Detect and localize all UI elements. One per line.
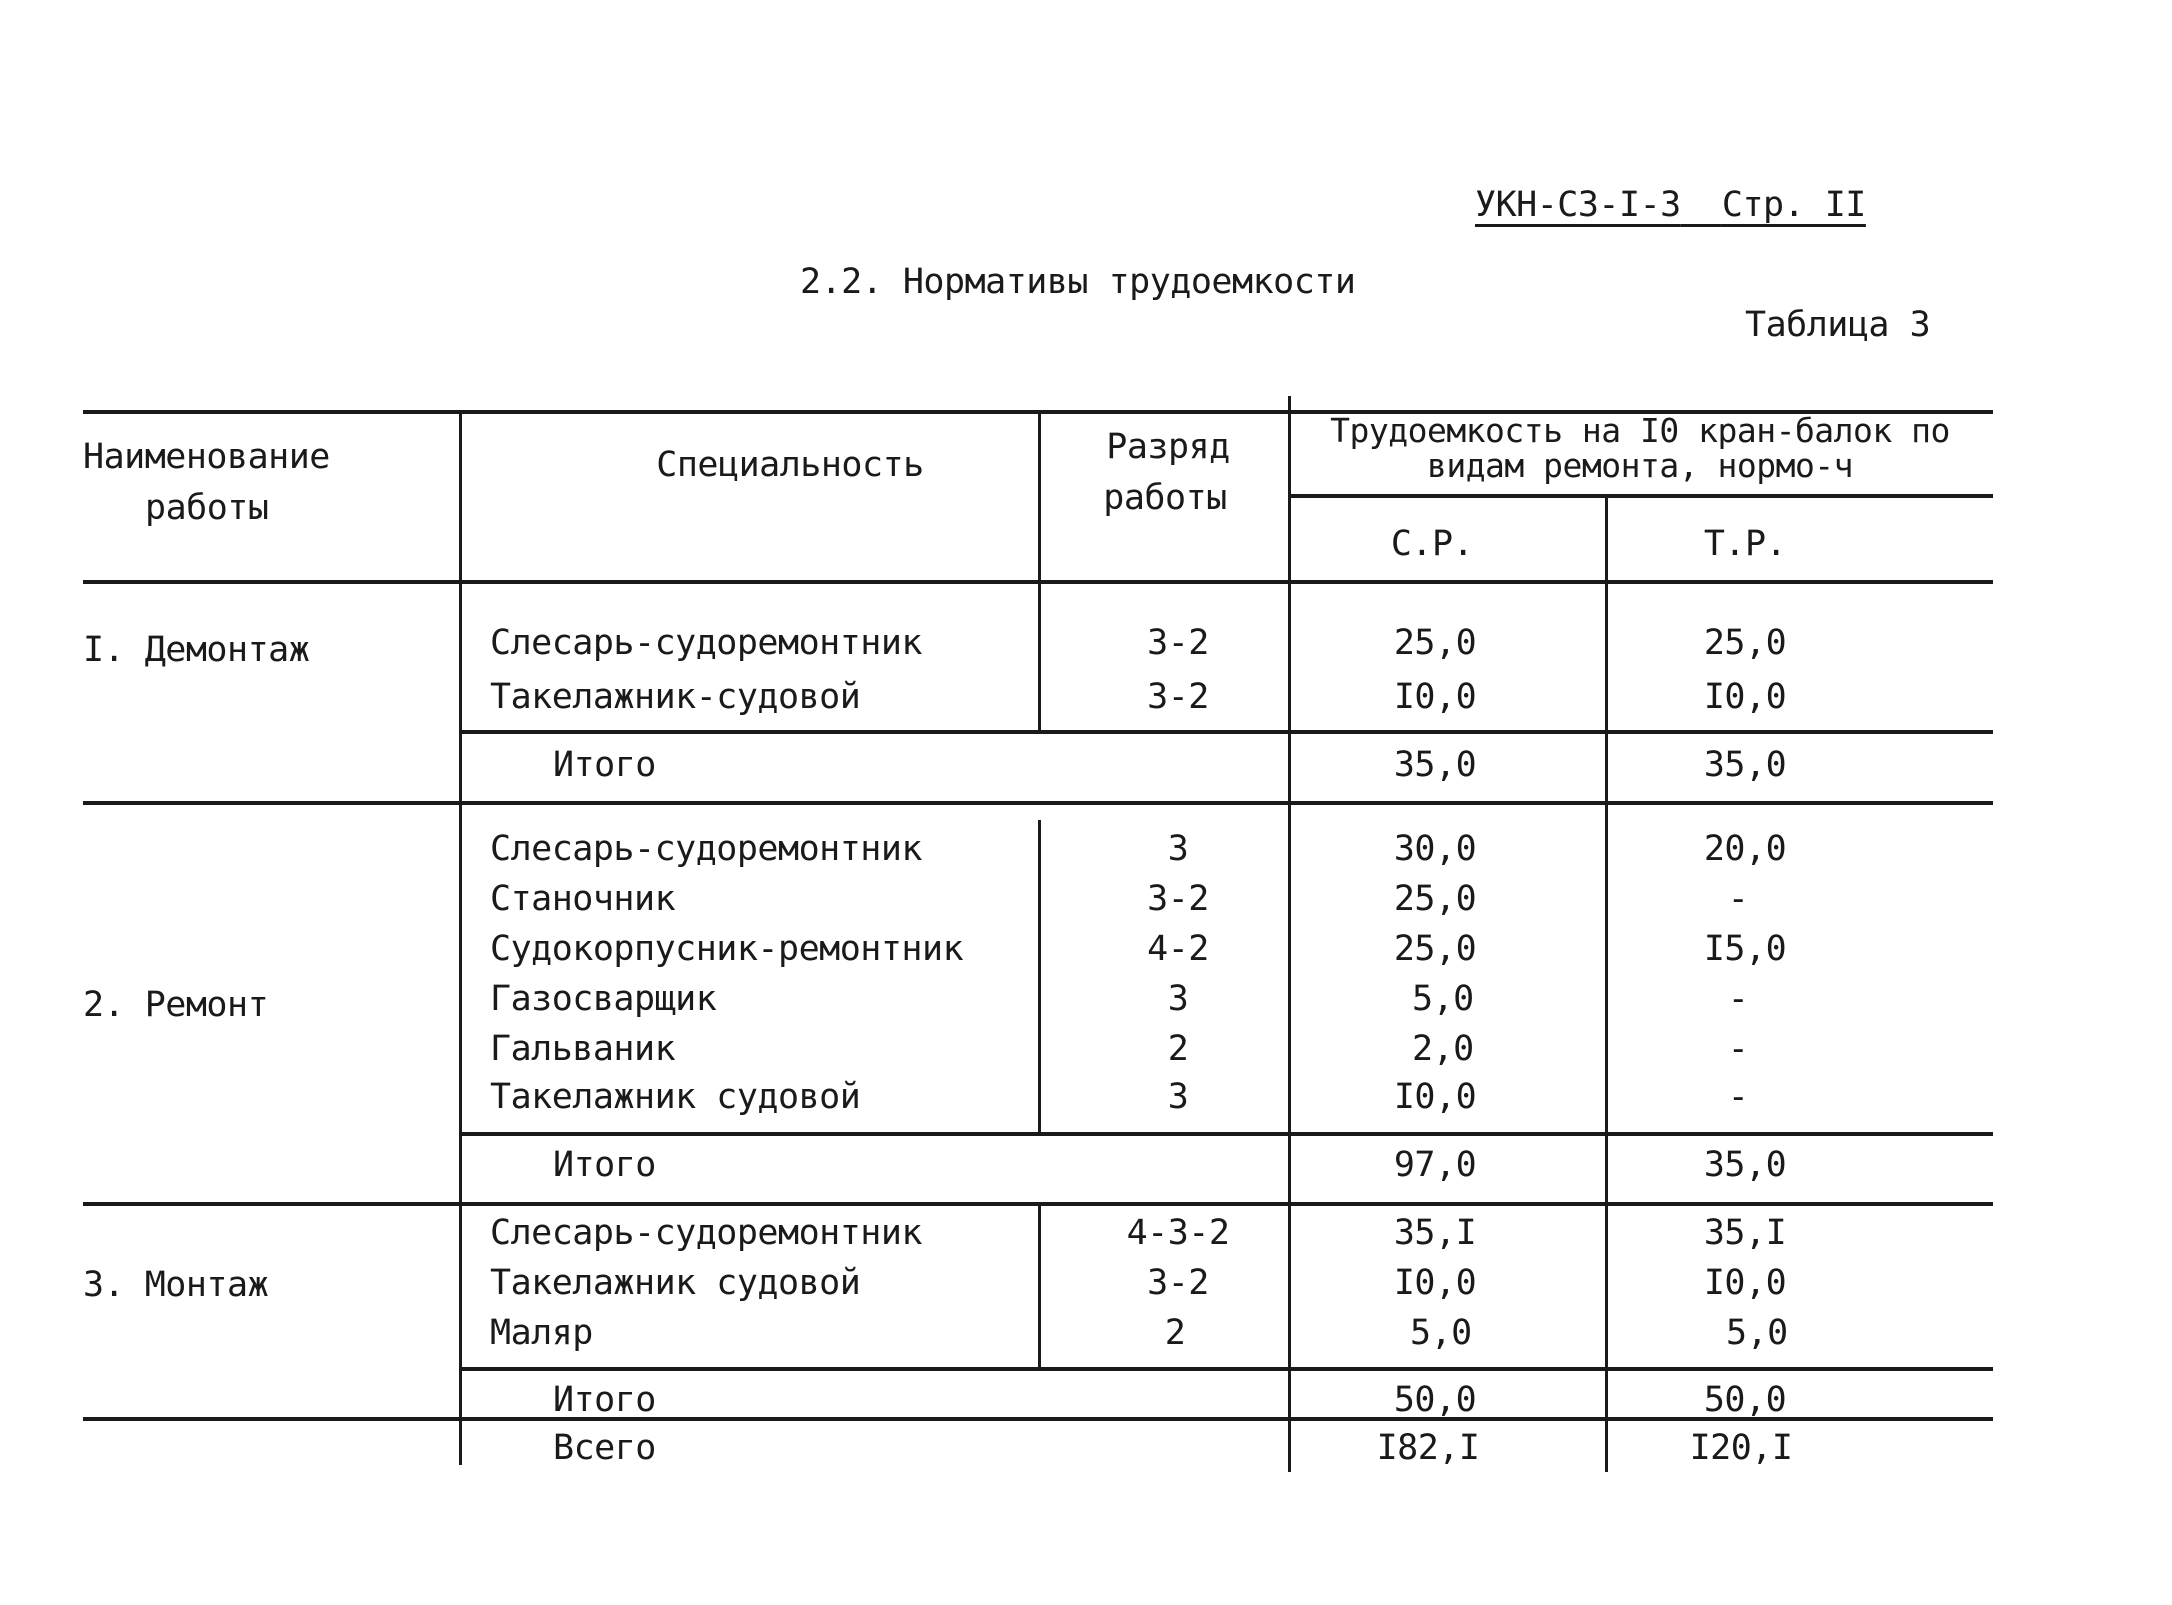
row-grade: 2 (1167, 1029, 1189, 1069)
row-grade: 4-2 (1147, 929, 1209, 969)
row-grade: 3-2 (1147, 1263, 1209, 1303)
subtotal-label: Итого (553, 745, 656, 785)
subtotal-sr: 35,0 (1393, 745, 1477, 785)
row-tr: - (1727, 979, 1749, 1019)
row-tr: 25,0 (1703, 623, 1787, 663)
vrule-grade-s3 (1038, 1204, 1041, 1369)
row-sr: I0,0 (1393, 1077, 1477, 1117)
row-sr: 30,0 (1393, 829, 1477, 869)
rule-s1-bottom (83, 801, 1993, 805)
row-tr: I0,0 (1703, 677, 1787, 717)
row-specialty: Станочник (490, 879, 676, 919)
col-header-work-name-2: работы (145, 488, 269, 528)
row-sr: 35,I (1393, 1213, 1477, 1253)
row-sr: 5,0 (1410, 1313, 1472, 1353)
row-tr: - (1727, 1029, 1749, 1069)
col-header-grade-2: работы (1103, 478, 1227, 518)
subtotal-sr: 97,0 (1393, 1145, 1477, 1185)
vrule-grade-h (1038, 410, 1041, 582)
subtotal-tr: 35,0 (1703, 745, 1787, 785)
vrule-grade-s2 (1038, 820, 1041, 1134)
grand-total-tr: I20,I (1689, 1428, 1793, 1468)
section-name: 3. Монтаж (83, 1265, 269, 1305)
row-grade: 3-2 (1147, 677, 1209, 717)
row-sr: I0,0 (1393, 1263, 1477, 1303)
table-label: Таблица 3 (1745, 305, 1931, 345)
section-name: 2. Ремонт (83, 985, 269, 1025)
row-tr: - (1727, 879, 1749, 919)
row-sr: I0,0 (1393, 677, 1477, 717)
subtotal-tr: 50,0 (1703, 1380, 1787, 1420)
row-specialty: Слесарь-судоремонтник (490, 1213, 923, 1253)
col-header-grade-1: Разряд (1106, 427, 1230, 467)
row-specialty: Такелажник судовой (490, 1263, 861, 1303)
row-sr: 2,0 (1412, 1029, 1474, 1069)
row-specialty: Маляр (490, 1313, 593, 1353)
vrule-grade-s1 (1038, 582, 1041, 732)
row-tr: I5,0 (1703, 929, 1787, 969)
section-name: I. Демонтаж (83, 630, 310, 670)
row-specialty: Газосварщик (490, 979, 717, 1019)
row-specialty: Такелажник-судовой (490, 677, 861, 717)
grand-total-sr: I82,I (1376, 1428, 1480, 1468)
row-tr: 20,0 (1703, 829, 1787, 869)
row-grade: 3-2 (1147, 623, 1209, 663)
row-sr: 5,0 (1412, 979, 1474, 1019)
rule-s1-total-top (460, 730, 1993, 734)
col-header-labor-1: Трудоемкость на I0 кран-балок по (1330, 411, 1950, 450)
doc-code: УКН-СЗ-I-3 (1475, 185, 1681, 225)
col-header-tr: Т.Р. (1703, 524, 1787, 564)
rule-s2-total-top (460, 1132, 1993, 1136)
row-sr: 25,0 (1393, 929, 1477, 969)
row-tr: 35,I (1703, 1213, 1787, 1253)
section-title: 2.2. Нормативы трудоемкости (800, 262, 1356, 302)
row-grade: 3 (1167, 829, 1189, 869)
row-grade: 3-2 (1147, 879, 1209, 919)
page-label: Стр. II (1721, 185, 1866, 225)
row-specialty: Слесарь-судоремонтник (490, 623, 923, 663)
subtotal-sr: 50,0 (1393, 1380, 1477, 1420)
grand-total-label: Всего (553, 1428, 656, 1468)
vrule-sr (1288, 396, 1291, 1472)
col-header-work-name-1: Наименование (83, 437, 330, 477)
row-tr: I0,0 (1703, 1263, 1787, 1303)
row-specialty: Такелажник судовой (490, 1077, 861, 1117)
subtotal-label: Итого (553, 1380, 656, 1420)
row-grade: 3 (1167, 979, 1189, 1019)
row-specialty: Слесарь-судоремонтник (490, 829, 923, 869)
subtotal-tr: 35,0 (1703, 1145, 1787, 1185)
rule-s3-total-top (460, 1367, 1993, 1371)
col-header-sr: С.Р. (1390, 524, 1474, 564)
subtotal-label: Итого (553, 1145, 656, 1185)
row-specialty: Гальваник (490, 1029, 676, 1069)
document-code (1475, 185, 1866, 225)
row-tr: 5,0 (1726, 1313, 1788, 1353)
row-specialty: Судокорпусник-ремонтник (490, 929, 964, 969)
col-header-labor-2: видам ремонта, нормо-ч (1426, 446, 1854, 485)
rule-labor-subheader (1290, 494, 1993, 498)
vrule-tr (1605, 496, 1608, 1472)
row-grade: 4-3-2 (1126, 1213, 1230, 1253)
row-grade: 2 (1164, 1313, 1186, 1353)
row-sr: 25,0 (1393, 879, 1477, 919)
row-sr: 25,0 (1393, 623, 1477, 663)
row-tr: - (1727, 1077, 1749, 1117)
col-header-specialty: Специальность (656, 445, 924, 485)
vrule-specialty (459, 410, 462, 1465)
row-grade: 3 (1167, 1077, 1189, 1117)
